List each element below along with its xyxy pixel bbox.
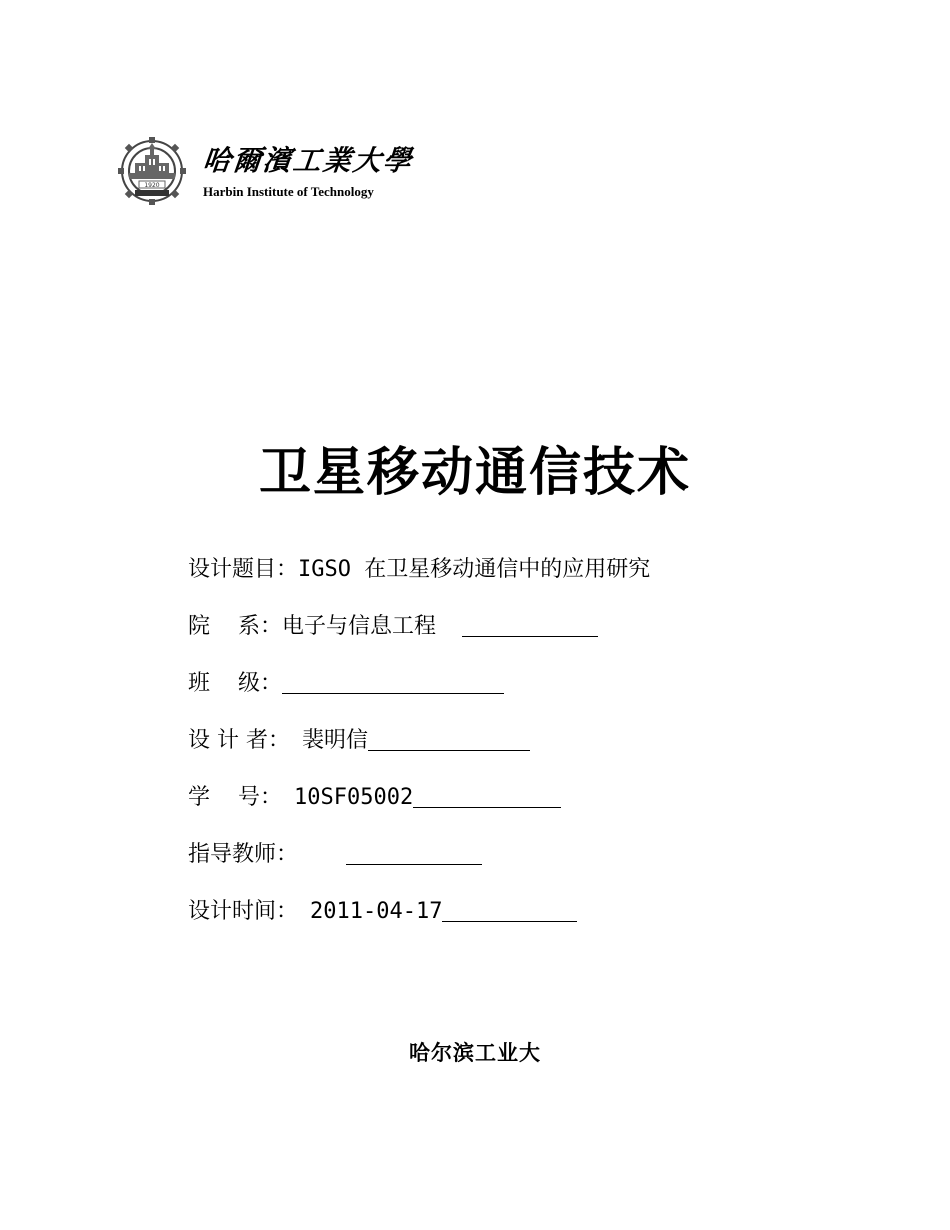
department-label: 院 系： xyxy=(188,614,282,639)
advisor-label: 指导教师： xyxy=(188,842,299,867)
date-value: 2011-04-17 xyxy=(310,899,443,924)
department-value: 电子与信息工程 xyxy=(281,614,436,639)
hit-university-emblem-icon xyxy=(115,135,189,207)
designer-value: 裴明信 xyxy=(302,728,369,753)
designer-blank-line xyxy=(368,728,530,751)
class-label: 班 级： xyxy=(188,671,282,696)
department-row xyxy=(188,609,828,666)
department-blank-line xyxy=(462,614,598,637)
student-id-row xyxy=(188,780,828,837)
advisor-row xyxy=(188,837,828,894)
designer-row xyxy=(188,723,828,780)
university-name-en: Harbin Institute of Technology xyxy=(203,184,374,199)
date-row xyxy=(188,894,828,951)
topic-row xyxy=(188,552,828,609)
student-id-value: 10SF05002 xyxy=(293,785,414,810)
designer-label: 设 计 者： xyxy=(188,728,290,753)
student-id-label: 学 号： xyxy=(188,785,282,810)
date-blank-line xyxy=(442,899,577,922)
university-name-block xyxy=(203,144,413,200)
topic-label: 设计题目： xyxy=(188,557,299,582)
date-label: 设计时间： xyxy=(188,899,299,924)
footer-institution: 哈尔滨工业大 xyxy=(409,1041,541,1065)
class-row xyxy=(188,666,828,723)
document-title: 卫星移动通信技术 xyxy=(258,442,691,503)
university-header xyxy=(115,135,413,207)
topic-value: IGSO 在卫星移动通信中的应用研究 xyxy=(298,557,651,582)
advisor-blank-line xyxy=(346,842,482,865)
university-name-cn: 哈爾濱工業大學 xyxy=(201,144,415,177)
class-blank-line xyxy=(282,671,504,694)
student-id-blank-line xyxy=(413,785,561,808)
emblem-year: 1920 xyxy=(144,182,160,189)
cover-info-form xyxy=(188,552,828,951)
